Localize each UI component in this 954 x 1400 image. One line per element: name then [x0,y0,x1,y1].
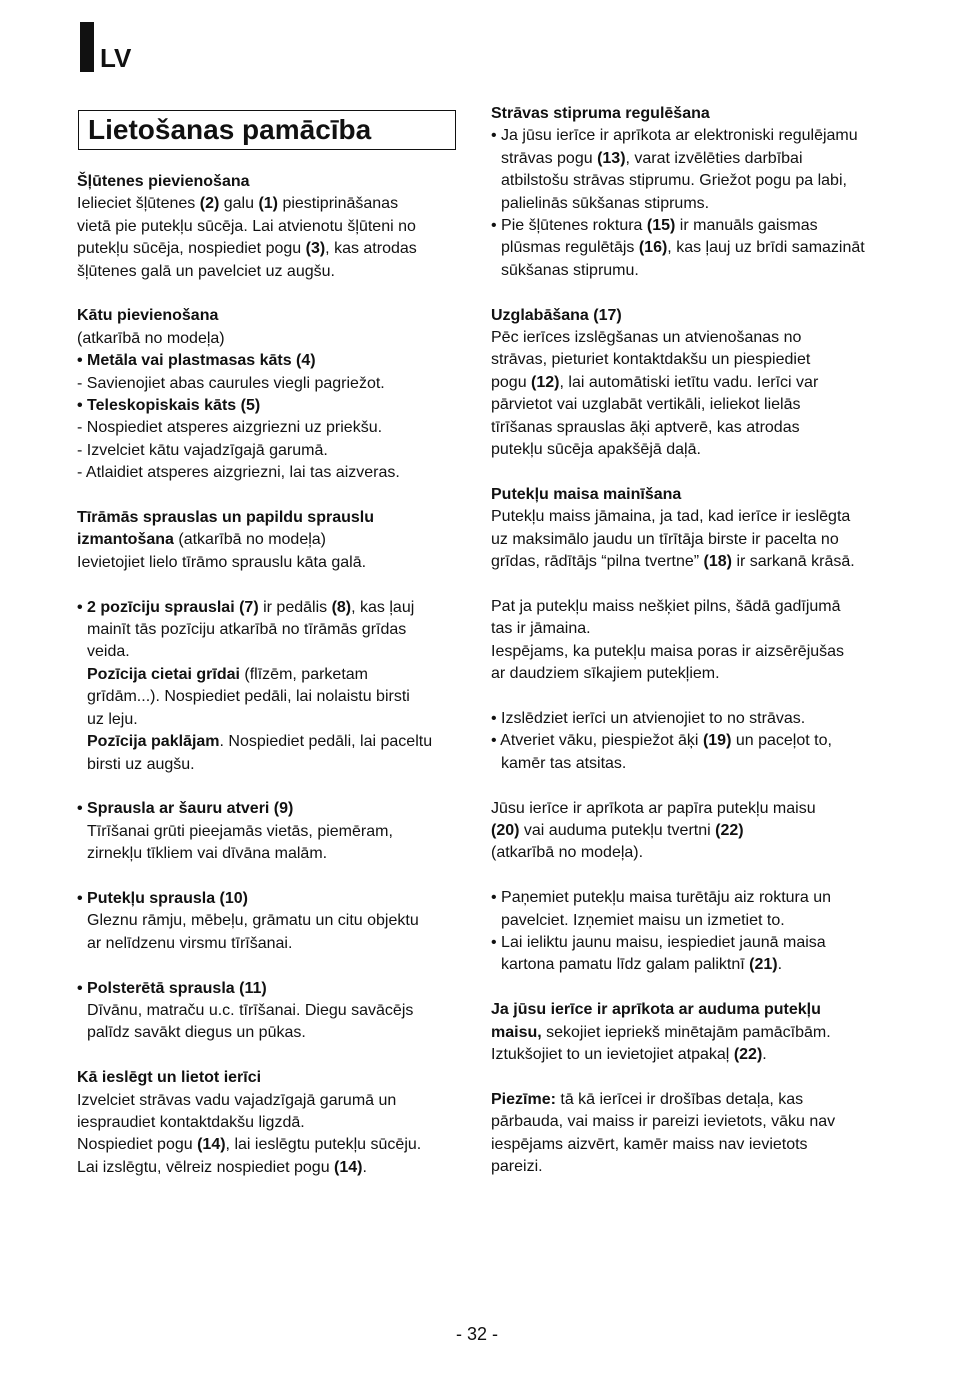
text: piestiprināšanas [278,195,399,213]
text-line [77,597,469,619]
text-line [491,1044,891,1066]
text-line: kamēr tas atsitas. [501,754,627,772]
text-line: (atkarībā no modeļa) [77,329,225,347]
section-heading: Strāvas stipruma regulēšana [491,105,710,122]
text-line [491,551,891,573]
text-line: Dīvānu, matraču u.c. tīrīšanai. Diegu savācējs [87,1001,414,1019]
text: vai auduma putekļu tvertni [519,821,716,839]
text-line: sūkšanas stiprumu. [501,261,639,279]
text-line: Izvelciet strāvas vadu vajadzīgajā garumā un [77,1091,397,1109]
ref-number: (18) [703,553,732,571]
note-label: Piezīme: [491,1090,556,1108]
left-column [77,171,469,1202]
language-bar [80,22,94,72]
text-line: uz leju. [87,710,138,728]
text: Lai izslēgtu, vēlreiz nospiediet pogu [77,1158,335,1176]
ref-number: (8) [331,598,352,616]
text-line: veida. [87,643,130,661]
text-line: (atkarībā no modeļa). [491,844,644,862]
text-line: • Ja jūsu ierīce ir aprīkota ar elektroniski regulējamu [491,127,858,145]
list-item [491,730,891,752]
text-line: putekļu sūcēja apakšējā daļā. [491,441,701,459]
text-line [491,372,891,394]
list-item-heading: • Teleskopiskais kāts (5) [77,397,261,415]
section-bag-change [491,484,891,574]
subheading: Pozīcija cietai grīdai [87,665,240,683]
text-line: birsti uz augšu. [87,755,195,773]
list-item: • Izslēdziet ierīci un atvienojiet to no strāvas. [491,709,806,727]
right-column [491,103,891,1201]
text-line [77,529,469,551]
ref-number: (14) [197,1136,226,1154]
text-line: pārvietot vai uzglabāt vertikāli, ieliekot lielās [491,396,801,414]
text-line [77,1157,469,1179]
list-item-heading: • Polsterētā sprausla (11) [77,979,267,997]
section-heading: Šļūtenes pievienošana [77,173,250,190]
text-line [77,731,469,753]
section-note [491,1089,891,1179]
section-switch-on [77,1067,469,1179]
text-line: Jūsu ierīce ir aprīkota ar papīra putekļu maisu [491,799,816,817]
list-item-heading: • 2 pozīciju sprauslai (7) [77,598,259,616]
text: Nospiediet pogu [77,1136,198,1154]
text-line [491,954,891,976]
section-dust-nozzle [77,888,469,955]
section-storage [491,305,891,462]
text-line: - Savienojiet abas caurules viegli pagriežot. [77,374,385,392]
ref-number: (22) [715,821,744,839]
text: galu [219,195,259,213]
text-line: iespējams aizvērt, kamēr maiss nav ievietots [491,1135,808,1153]
text-line: ar daudziem sīkajiem putekļiem. [491,665,720,683]
text-line: Putekļu maiss jāmaina, ja tad, kad ierīce ir ieslēgta [491,508,851,526]
text: . [777,956,783,974]
page-number: - 32 - [455,1324,498,1344]
list-item-heading: • Putekļu sprausla (10) [77,889,248,907]
text: ir manuāls gaismas [675,217,818,235]
text-line: Pat ja putekļu maiss nešķiet pilns, šādā gadījumā [491,597,841,615]
text-line: strāvas, pieturiet kontaktdakšu un piespiediet [491,351,811,369]
section-not-full [491,596,891,686]
text: plūsmas regulētājs [501,239,639,257]
text-line: Pēc ierīces izslēgšanas un atvienošanas no [491,329,802,347]
text: (atkarībā no modeļa) [173,531,326,549]
text-line: zirnekļu tīkliem vai dīvāna malām. [87,845,328,863]
subheading: Pozīcija paklājam [87,733,220,751]
list-item-heading: • Sprausla ar šauru atveri (9) [77,800,294,818]
text-line: grīdām...). Nospiediet pedāli, lai nolaistu birsti [87,688,410,706]
list-item: • Lai ieliktu jaunu maisu, iespiediet jaunā maisa [491,933,826,951]
text-line [491,237,891,259]
section-heading: maisu, [491,1023,542,1041]
list-item-heading: • Metāla vai plastmasas kāts (4) [77,352,316,370]
text: un paceļot to, [731,732,832,750]
text: . [362,1158,367,1176]
text-line [77,664,469,686]
text: , kas atrodas [325,240,417,258]
text-line: uz maksimālo jaudu un tīrītāja birste ir pacelta no [491,530,839,548]
section-nozzles [77,507,469,574]
section-heading: Kātu pievienošana [77,307,219,325]
text: . [762,1045,767,1063]
text: kartona pamatu līdz galam paliktnī [501,956,750,974]
text: , kas ļauj [351,598,415,616]
text-line: pārbauda, vai maiss ir pareizi ievietots, vāku nav [491,1113,836,1131]
section-power-regulation [491,103,891,282]
ref-number: (3) [305,240,326,258]
text-line [77,238,469,260]
text-line [77,1134,469,1156]
text-line: Gleznu rāmju, mēbeļu, grāmatu un citu objektu [87,912,419,930]
text-line [491,820,891,842]
text: (flīzēm, parketam [239,665,368,683]
text: , lai ieslēgtu putekļu sūcēju. [225,1136,422,1154]
list-item: • Paņemiet putekļu maisa turētāju aiz roktura un [491,889,831,907]
text-line: palīdz savākt diegus un pūkas. [87,1024,306,1042]
text-line: pareizi. [491,1157,543,1175]
text-line: ar nelīdzenu virsmu tīrīšanai. [87,934,293,952]
section-paper-bag [491,798,891,865]
text-line: mainīt tās pozīciju atkarībā no tīrāmās grīdas [87,621,407,639]
section-upholstery-nozzle [77,978,469,1045]
text-line: Iespējams, ka putekļu maisa poras ir aizsērējušas [491,642,845,660]
text: sekojiet iepriekš minētajām pamācībām. [541,1023,831,1041]
section-heading: Putekļu maisa mainīšana [491,485,682,503]
text-line: tas ir jāmaina. [491,620,591,638]
ref-number: (19) [702,732,732,750]
text: putekļu sūcēja, nospiediet pogu [77,240,306,258]
text-line: - Izvelciet kātu vajadzīgajā garumā. [77,441,328,459]
text: • Atveriet vāku, piespiežot āķi [491,732,703,750]
page-title: Lietošanas pamācība [78,110,456,150]
text-line: vietā pie putekļu sūcēja. Lai atvienotu šļūteni no [77,217,416,235]
ref-number: (20) [491,821,520,839]
text-line: Ievietojiet lielo tīrāmo sprauslu kāta galā. [77,553,367,571]
ref-number: (15) [646,217,676,235]
section-heading: Uzglabāšana (17) [491,306,622,324]
text-line [491,148,891,170]
text-line: - Atlaidiet atsperes aizgriezni, lai tas aizveras. [77,464,400,482]
ref-number: (13) [597,149,626,167]
section-heading: izmantošana [77,531,174,549]
language-code: LV [100,43,132,73]
text-line [77,193,469,215]
text: Iztukšojiet to un ievietojiet atpakaļ [491,1045,734,1063]
section-tubes [77,305,469,484]
text-line: šļūtenes galā un pavelciet uz augšu. [77,262,335,280]
ref-number: (14) [334,1158,363,1176]
section-steps-replace [491,887,891,977]
text-line: Tīrīšanai grūti pieejamās vietās, piemēram, [87,822,393,840]
text-line: iespraudiet kontaktdakšu ligzdā. [77,1113,305,1131]
ref-number: (2) [199,195,220,213]
text-line [491,1089,891,1111]
section-hose [77,171,469,283]
text: ir pedālis [258,598,332,616]
text: tā kā ierīcei ir drošības detaļa, kas [555,1090,804,1108]
section-crevice-nozzle [77,798,469,865]
text-line: pavelciet. Izņemiet maisu un izmetiet to. [501,911,785,929]
text: , varat izvēlēties darbībai [625,149,803,167]
text: strāvas pogu [501,149,598,167]
text: , lai automātiski ietītu vadu. Ierīci var [559,373,819,391]
text: pogu [491,373,532,391]
ref-number: (12) [531,373,560,391]
ref-number: (16) [638,239,668,257]
section-heading: Kā ieslēgt un lietot ierīci [77,1069,262,1087]
text-line [491,1022,891,1044]
section-heading: Tīrāmās sprauslas un papildu sprauslu [77,509,374,527]
text: • Pie šļūtenes roktura [491,217,647,235]
ref-number: (1) [258,195,278,213]
text: grīdas, rādītājs “pilna tvertne” [491,553,704,571]
text-line: - Nospiediet atsperes aizgriezni uz priekšu. [77,419,383,437]
section-steps-open [491,708,891,775]
text: Ielieciet šļūtenes [77,195,200,213]
ref-number: (21) [749,956,778,974]
text: ir sarkanā krāsā. [732,553,855,571]
text-line: palielinās sūkšanas stiprums. [501,194,710,212]
section-two-position [77,597,469,776]
ref-number: (22) [733,1045,763,1063]
text: . Nospiediet pedāli, lai paceltu [219,733,433,751]
section-heading: Ja jūsu ierīce ir aprīkota ar auduma putekļu [491,1001,821,1019]
text-line [491,215,891,237]
section-fabric-bag [491,999,891,1066]
text: , kas ļauj uz brīdi samazināt [667,239,865,257]
text-line: tīrīšanas sprauslas āķi aptverē, kas atrodas [491,418,800,436]
text-line: atbilstošu strāvas stiprumu. Griežot pogu pa labi, [501,172,847,190]
